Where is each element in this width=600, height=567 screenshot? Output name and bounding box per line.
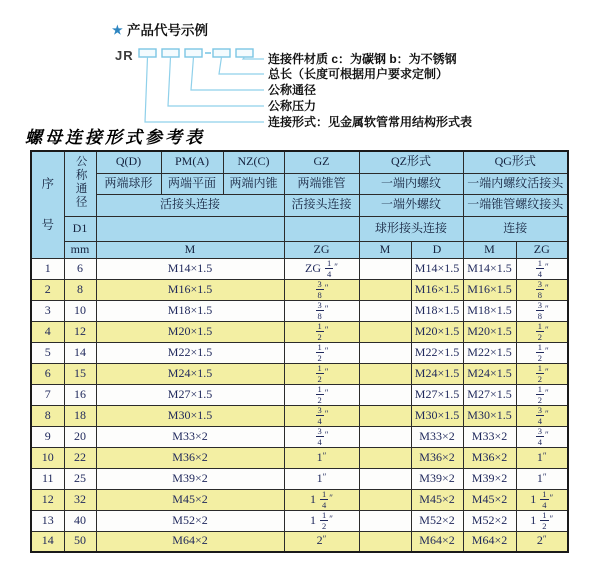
cell-qg-m: M39×2 (463, 468, 516, 489)
cell-qz-d: M64×2 (411, 531, 463, 552)
table-row (31, 342, 568, 363)
cell-qz-m (359, 300, 411, 321)
cell-qz-d: M27×1.5 (411, 384, 463, 405)
fraction-value: $\frac{1}{4}$ (327, 258, 332, 279)
cell-qz-d: M52×2 (411, 510, 463, 531)
cell-seq: 10 (31, 447, 64, 468)
cell-qg-m: M36×2 (463, 447, 516, 468)
fraction-value: $\frac{1}{2}$ (322, 510, 327, 531)
cell-dn: 6 (64, 258, 96, 279)
cell-seq: 14 (31, 531, 64, 552)
cell-seq: 11 (31, 468, 64, 489)
cell-dn: 14 (64, 342, 96, 363)
cell-qg-m: M16×1.5 (463, 279, 516, 300)
fraction-value: $\frac{3}{4}$ (537, 426, 542, 447)
cell-qg-zg: $\frac{1}{4}$ ″ (516, 258, 568, 279)
cell-gz-zg: $\frac{3}{8}$ ″ (284, 300, 359, 321)
cell-qz-m (359, 384, 411, 405)
table-row (31, 300, 568, 321)
cell-qg-m: M20×1.5 (463, 321, 516, 342)
cell-qz-d: M22×1.5 (411, 342, 463, 363)
cell-thread-m: M22×1.5 (96, 342, 284, 363)
table-header (31, 151, 568, 258)
code-box-1 (139, 49, 156, 57)
product-code: JR (115, 48, 134, 63)
cell-qz-m (359, 489, 411, 510)
cell-qg-m: M18×1.5 (463, 300, 516, 321)
col-header-seq (31, 151, 64, 258)
fraction-value: $\frac{1}{2}$ (537, 321, 542, 342)
cell-qg-zg: 1″ (516, 447, 568, 468)
cell-qz-m (359, 363, 411, 384)
cell-qz-d: M20×1.5 (411, 321, 463, 342)
cell-thread-m: M36×2 (96, 447, 284, 468)
code-box-4 (213, 49, 230, 57)
cell-qg-zg: $\frac{1}{2}$ ″ (516, 342, 568, 363)
union-connection-label: 活接头连接 (96, 194, 284, 216)
cell-qz-d: M18×1.5 (411, 300, 463, 321)
col-header-pma: PM(A) (161, 151, 223, 173)
cell-seq: 3 (31, 300, 64, 321)
cell-qz-m (359, 531, 411, 552)
cell-gz-zg: $\frac{3}{4}$ ″ (284, 405, 359, 426)
code-box-2 (162, 49, 179, 57)
cell-qg-zg: $\frac{1}{2}$ ″ (516, 321, 568, 342)
cell-gz-zg: $\frac{1}{2}$ ″ (284, 363, 359, 384)
cell-qg-m: M64×2 (463, 531, 516, 552)
fraction-value: $\frac{1}{2}$ (537, 384, 542, 405)
cell-dn: 18 (64, 405, 96, 426)
star-icon: ★ (112, 23, 123, 37)
fraction-value: $\frac{3}{8}$ (317, 279, 322, 300)
cell-qg-zg: 1 $\frac{1}{4}$ ″ (516, 489, 568, 510)
empty-cell (96, 216, 284, 241)
cell-gz-zg: 2″ (284, 531, 359, 552)
fraction-value: $\frac{1}{2}$ (542, 510, 547, 531)
table-row (31, 531, 568, 552)
diagram-label: 公称压力 (268, 99, 317, 113)
dn-label: 公称通径 (74, 154, 87, 209)
table-row (31, 489, 568, 510)
cell-qg-m: M45×2 (463, 489, 516, 510)
table-row (31, 321, 568, 342)
cell-thread-m: M30×1.5 (96, 405, 284, 426)
fraction-value: $\frac{1}{2}$ (537, 342, 542, 363)
diagram-label: 总长（长度可根据用户要求定制） (268, 67, 449, 81)
fraction-value: $\frac{3}{4}$ (537, 405, 542, 426)
cell-thread-m: M24×1.5 (96, 363, 284, 384)
fraction-value: $\frac{1}{2}$ (537, 363, 542, 384)
desc-qg: 一端内螺纹活接头 (463, 173, 568, 194)
cell-qz-d: M36×2 (411, 447, 463, 468)
fraction-value: $\frac{1}{4}$ (542, 489, 547, 510)
cell-thread-m: M18×1.5 (96, 300, 284, 321)
cell-gz-zg: 1″ (284, 447, 359, 468)
seq-label: 序 号 (41, 177, 54, 232)
cell-gz-zg: 1 $\frac{1}{2}$ ″ (284, 510, 359, 531)
fraction-value: $\frac{3}{4}$ (317, 405, 322, 426)
cell-qg-zg: 1 $\frac{1}{2}$ ″ (516, 510, 568, 531)
cell-qg-m: M14×1.5 (463, 258, 516, 279)
desc-nzc: 两端内锥 (223, 173, 284, 194)
desc-gz: 两端锥管 (284, 173, 359, 194)
qg-row4-label: 连接 (463, 216, 568, 241)
table-row (31, 405, 568, 426)
desc-qd: 两端球形 (96, 173, 161, 194)
cell-thread-m: M33×2 (96, 426, 284, 447)
col-header-qz: QZ形式 (359, 151, 463, 173)
code-box-5 (236, 49, 253, 57)
table-row (31, 279, 568, 300)
cell-thread-m: M16×1.5 (96, 279, 284, 300)
cell-qz-m (359, 468, 411, 489)
zg-unit-label: ZG (284, 241, 359, 258)
cell-qg-m: M27×1.5 (463, 384, 516, 405)
table-row (31, 384, 568, 405)
fraction-value: $\frac{1}{4}$ (537, 258, 542, 279)
cell-qz-m (359, 510, 411, 531)
fraction-value: $\frac{1}{2}$ (317, 321, 322, 342)
qz-m-unit-label: M (359, 241, 411, 258)
cell-thread-m: M45×2 (96, 489, 284, 510)
qz-d-unit-label: D (411, 241, 463, 258)
cell-seq: 9 (31, 426, 64, 447)
cell-gz-zg: 1″ (284, 468, 359, 489)
table-row (31, 447, 568, 468)
cell-qz-d: M24×1.5 (411, 363, 463, 384)
table-row (31, 510, 568, 531)
gz-row3-label: 活接头连接 (284, 194, 359, 216)
cell-qg-zg: $\frac{3}{4}$ ″ (516, 426, 568, 447)
table-row (31, 363, 568, 384)
qz-row4-label: 球形接头连接 (359, 216, 463, 241)
cell-dn: 32 (64, 489, 96, 510)
cell-seq: 5 (31, 342, 64, 363)
fraction-value: $\frac{3}{8}$ (317, 300, 322, 321)
cell-qg-m: M33×2 (463, 426, 516, 447)
cell-qg-m: M24×1.5 (463, 363, 516, 384)
cell-thread-m: M52×2 (96, 510, 284, 531)
cell-dn: 22 (64, 447, 96, 468)
cell-qz-d: M45×2 (411, 489, 463, 510)
cell-thread-m: M27×1.5 (96, 384, 284, 405)
cell-seq: 12 (31, 489, 64, 510)
cell-seq: 13 (31, 510, 64, 531)
cell-qz-m (359, 342, 411, 363)
cell-qz-m (359, 321, 411, 342)
fraction-value: $\frac{1}{2}$ (317, 363, 322, 384)
cell-gz-zg: $\frac{1}{2}$ ″ (284, 384, 359, 405)
table-row (31, 258, 568, 279)
cell-qz-d: M16×1.5 (411, 279, 463, 300)
cell-dn: 40 (64, 510, 96, 531)
fraction-value: $\frac{3}{8}$ (537, 300, 542, 321)
qg-row3-label: 一端锥管螺纹接头 (463, 194, 568, 216)
cell-seq: 7 (31, 384, 64, 405)
cell-qg-zg: $\frac{3}{8}$ ″ (516, 300, 568, 321)
fraction-value: $\frac{3}{8}$ (537, 279, 542, 300)
mm-unit-label: mm (64, 241, 96, 258)
cell-qg-zg: $\frac{3}{8}$ ″ (516, 279, 568, 300)
cell-dn: 50 (64, 531, 96, 552)
leader-line-pressure (168, 57, 264, 106)
cell-qz-d: M33×2 (411, 426, 463, 447)
cell-qz-m (359, 426, 411, 447)
empty-cell (284, 216, 359, 241)
col-header-qg: QG形式 (463, 151, 568, 173)
diagram-label: 连接形式：见金属软管常用结构形式表 (268, 115, 473, 129)
cell-qg-m: M22×1.5 (463, 342, 516, 363)
cell-qg-m: M52×2 (463, 510, 516, 531)
desc-qz: 一端内螺纹 (359, 173, 463, 194)
cell-gz-zg: $\frac{1}{2}$ ″ (284, 342, 359, 363)
cell-gz-zg: 1 $\frac{1}{4}$ ″ (284, 489, 359, 510)
cell-dn: 12 (64, 321, 96, 342)
col-header-gz: GZ (284, 151, 359, 173)
table-title: 螺母连接形式参考表 (25, 128, 205, 147)
cell-qz-d: M14×1.5 (411, 258, 463, 279)
code-box-3 (185, 49, 202, 57)
cell-qz-m (359, 447, 411, 468)
cell-seq: 4 (31, 321, 64, 342)
cell-gz-zg: $\frac{3}{4}$ ″ (284, 426, 359, 447)
table-row (31, 468, 568, 489)
table-body (31, 258, 568, 552)
col-header-nzc: NZ(C) (223, 151, 284, 173)
cell-thread-m: M20×1.5 (96, 321, 284, 342)
cell-qz-d: M39×2 (411, 468, 463, 489)
cell-dn: 15 (64, 363, 96, 384)
diagram-label: 连接件材质 c：为碳钢 b：为不锈钢 (268, 52, 457, 66)
cell-dn: 10 (64, 300, 96, 321)
cell-qg-zg: 1″ (516, 468, 568, 489)
cell-qz-m (359, 279, 411, 300)
m-unit-label: M (96, 241, 284, 258)
col-header-qd: Q(D) (96, 151, 161, 173)
fraction-value: $\frac{1}{2}$ (317, 384, 322, 405)
cell-qz-m (359, 258, 411, 279)
qg-m-unit-label: M (463, 241, 516, 258)
d1-label: D1 (64, 216, 96, 241)
cell-thread-m: M39×2 (96, 468, 284, 489)
cell-gz-zg: $\frac{1}{2}$ ″ (284, 321, 359, 342)
nut-connection-table (30, 150, 569, 553)
cell-dn: 8 (64, 279, 96, 300)
fraction-value: $\frac{3}{4}$ (317, 426, 322, 447)
cell-qg-zg: 2″ (516, 531, 568, 552)
cell-thread-m: M64×2 (96, 531, 284, 552)
diagram-label: 公称通径 (268, 83, 317, 97)
col-header-dn (64, 151, 96, 216)
cell-qg-zg: $\frac{1}{2}$ ″ (516, 363, 568, 384)
cell-qz-m (359, 405, 411, 426)
cell-dn: 25 (64, 468, 96, 489)
cell-seq: 6 (31, 363, 64, 384)
qg-zg-unit-label: ZG (516, 241, 568, 258)
cell-gz-zg: ZG $\frac{1}{4}$ ″ (284, 258, 359, 279)
cell-seq: 2 (31, 279, 64, 300)
diagram-title: 产品代号示例 (127, 23, 208, 38)
cell-dn: 16 (64, 384, 96, 405)
cell-qg-m: M30×1.5 (463, 405, 516, 426)
fraction-value: $\frac{1}{2}$ (317, 342, 322, 363)
cell-gz-zg: $\frac{3}{8}$ ″ (284, 279, 359, 300)
qz-row3-label: 一端外螺纹 (359, 194, 463, 216)
cell-seq: 1 (31, 258, 64, 279)
table-row (31, 426, 568, 447)
cell-qg-zg: $\frac{1}{2}$ ″ (516, 384, 568, 405)
cell-seq: 8 (31, 405, 64, 426)
cell-qz-d: M30×1.5 (411, 405, 463, 426)
fraction-value: $\frac{1}{4}$ (322, 489, 327, 510)
cell-thread-m: M14×1.5 (96, 258, 284, 279)
cell-dn: 20 (64, 426, 96, 447)
desc-pma: 两端平面 (161, 173, 223, 194)
cell-qg-zg: $\frac{3}{4}$ ″ (516, 405, 568, 426)
